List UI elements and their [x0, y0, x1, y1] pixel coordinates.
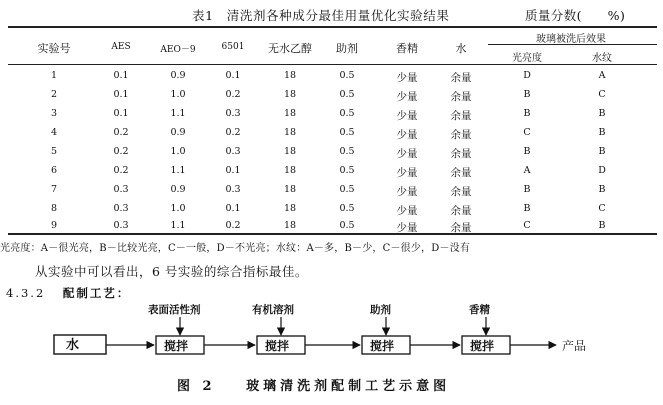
table-row [0, 146, 663, 164]
cell-gloss: B [523, 184, 531, 195]
table-row [0, 108, 663, 126]
cell-fragrance: 少量 [396, 91, 418, 103]
cell-ethanol: 18 [283, 220, 297, 231]
cell-additive: 0.5 [339, 184, 355, 195]
cell-ethanol: 18 [283, 184, 297, 195]
cell-streaks: B [598, 108, 606, 119]
cell-exp-no: 6 [50, 165, 58, 176]
section-label: 配制工艺： [62, 286, 131, 300]
section-number: 4.3.2 [6, 286, 46, 300]
cell-additive: 0.5 [339, 89, 355, 100]
cell-ethanol: 18 [283, 89, 297, 100]
cell-aeo9: 1.0 [170, 203, 186, 214]
cell-6501: 0.2 [225, 220, 241, 231]
cell-aeo9: 0.9 [170, 70, 186, 81]
cell-exp-no: 7 [50, 184, 58, 195]
header-fragrance: 香精 [396, 42, 418, 55]
cell-aes: 0.2 [113, 127, 129, 138]
cell-6501: 0.3 [225, 146, 241, 157]
cell-ethanol: 18 [283, 165, 297, 176]
cell-streaks: C [598, 89, 606, 100]
cell-gloss: C [523, 220, 531, 231]
cell-exp-no: 5 [50, 146, 58, 157]
cell-gloss: A [523, 165, 531, 176]
cell-additive: 0.5 [339, 146, 355, 157]
header-exp-no: 实验号 [37, 42, 71, 55]
cell-6501: 0.2 [225, 127, 241, 138]
cell-streaks: B [598, 127, 606, 138]
cell-gloss: B [523, 146, 531, 157]
stir-label-2: 搅拌 [265, 339, 290, 353]
cell-fragrance: 少量 [396, 167, 418, 179]
figure-caption [177, 375, 450, 394]
input-additive-label: 助剂 [370, 304, 391, 316]
cell-ethanol: 18 [283, 146, 297, 157]
cell-streaks: C [598, 203, 606, 214]
header-6501: 6501 [221, 42, 245, 52]
cell-additive: 0.5 [339, 165, 355, 176]
cell-additive: 0.5 [339, 127, 355, 138]
cell-gloss: B [523, 108, 531, 119]
cell-ethanol: 18 [283, 203, 297, 214]
table-row [0, 165, 663, 183]
cell-water: 余量 [450, 167, 472, 179]
header-additive: 助剂 [336, 42, 358, 55]
header-streaks: 水纹 [592, 53, 612, 64]
cell-aes: 0.3 [113, 220, 129, 231]
table-header-rule [8, 64, 657, 65]
cell-additive: 0.5 [339, 108, 355, 119]
table-row [0, 70, 663, 88]
cell-aes: 0.1 [113, 89, 129, 100]
cell-6501: 0.1 [225, 70, 241, 81]
cell-aes: 0.1 [113, 108, 129, 119]
cell-water: 余量 [450, 148, 472, 160]
cell-exp-no: 9 [50, 220, 58, 231]
cell-water: 余量 [450, 91, 472, 103]
input-fragrance-label: 香精 [469, 304, 490, 316]
cell-ethanol: 18 [283, 108, 297, 119]
table-row [0, 184, 663, 202]
header-aes: AES [111, 42, 131, 52]
cell-streaks: B [598, 184, 606, 195]
cell-fragrance: 少量 [396, 222, 418, 234]
cell-6501: 0.1 [225, 203, 241, 214]
stir-label-3: 搅拌 [370, 339, 395, 353]
cell-water: 余量 [450, 186, 472, 198]
cell-streaks: D [598, 165, 606, 176]
cell-gloss: B [523, 203, 531, 214]
cell-fragrance: 少量 [396, 129, 418, 141]
cell-aeo9: 1.0 [170, 89, 186, 100]
header-aeo9: AEO－9 [160, 45, 196, 55]
cell-exp-no: 8 [50, 203, 58, 214]
cell-6501: 0.3 [225, 184, 241, 195]
cell-water: 余量 [450, 72, 472, 84]
table-caption: 表1 清洗剂各种成分最佳用量优化实验结果 [192, 8, 450, 23]
table-caption-row [0, 6, 663, 24]
cell-water: 余量 [450, 129, 472, 141]
input-surfactant-label: 表面活性剂 [148, 304, 201, 316]
cell-aeo9: 0.9 [170, 184, 186, 195]
cell-aes: 0.3 [113, 184, 129, 195]
figure-number: 图 2 [177, 379, 216, 394]
cell-water: 余量 [450, 222, 472, 234]
product-label: 产品 [562, 339, 587, 353]
table-row [0, 89, 663, 107]
cell-fragrance: 少量 [396, 205, 418, 217]
cell-exp-no: 2 [50, 89, 58, 100]
cell-aes: 0.3 [113, 203, 129, 214]
conclusion-text: 从实验中可以看出，6 号实验的综合指标最佳。 [35, 264, 308, 279]
table-row [0, 127, 663, 145]
table-top-rule [8, 26, 657, 28]
header-effect-group: 玻璃被洗后效果 [536, 34, 606, 45]
cell-exp-no: 1 [50, 70, 58, 81]
cell-additive: 0.5 [339, 220, 355, 231]
cell-gloss: C [523, 127, 531, 138]
cell-gloss: B [523, 89, 531, 100]
table-row [0, 203, 663, 221]
cell-aes: 0.1 [113, 70, 129, 81]
header-water: 水 [455, 42, 467, 55]
cell-exp-no: 3 [50, 108, 58, 119]
cell-streaks: B [598, 220, 606, 231]
cell-6501: 0.3 [225, 108, 241, 119]
table-legend: 光亮度：A－很光亮，B－比较光亮，C－一般，D－不光亮；水纹：A－多，B－少，C－很少，D－没有 [0, 243, 471, 254]
cell-aes: 0.2 [113, 146, 129, 157]
cell-streaks: B [598, 146, 606, 157]
cell-fragrance: 少量 [396, 72, 418, 84]
cell-fragrance: 少量 [396, 148, 418, 160]
cell-streaks: A [598, 70, 606, 81]
input-solvent-label: 有机溶剂 [252, 304, 294, 316]
cell-exp-no: 4 [50, 127, 58, 138]
cell-aeo9: 0.9 [170, 127, 186, 138]
cell-additive: 0.5 [339, 70, 355, 81]
water-label: 水 [66, 338, 80, 353]
cell-fragrance: 少量 [396, 110, 418, 122]
stir-label-1: 搅拌 [164, 339, 189, 353]
cell-aes: 0.2 [113, 165, 129, 176]
cell-aeo9: 1.1 [170, 220, 186, 231]
cell-ethanol: 18 [283, 127, 297, 138]
cell-gloss: D [523, 70, 531, 81]
table-row [0, 220, 663, 238]
header-gloss: 光亮度 [512, 53, 542, 64]
cell-aeo9: 1.0 [170, 146, 186, 157]
cell-aeo9: 1.1 [170, 108, 186, 119]
cell-aeo9: 1.1 [170, 165, 186, 176]
table-unit-note: 质量分数( %) [525, 8, 626, 23]
cell-ethanol: 18 [283, 70, 297, 81]
cell-fragrance: 少量 [396, 186, 418, 198]
cell-6501: 0.1 [225, 165, 241, 176]
cell-additive: 0.5 [339, 203, 355, 214]
header-ethanol: 无水乙醇 [268, 42, 312, 55]
figure-title: 玻璃清洗剂配制工艺示意图 [246, 379, 451, 394]
cell-water: 余量 [450, 205, 472, 217]
stir-label-4: 搅拌 [470, 339, 495, 353]
cell-water: 余量 [450, 110, 472, 122]
cell-6501: 0.2 [225, 89, 241, 100]
water-box [54, 335, 106, 354]
